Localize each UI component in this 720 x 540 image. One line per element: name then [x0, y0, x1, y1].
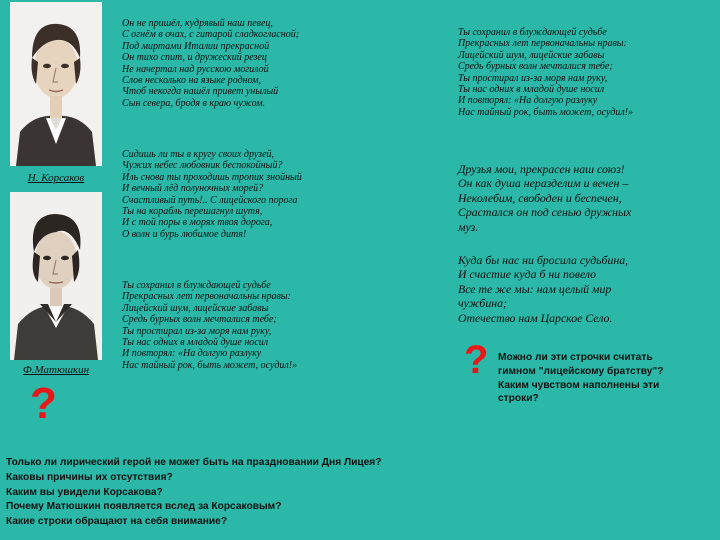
portrait-matyushkin — [10, 192, 102, 360]
portrait-korsakov — [10, 2, 102, 166]
poem-left-stanza-1: Он не пришёл, кудрявый наш певец, С огнём в очах, с гитарой сладкогласной; Под миртами Италии прекрасной Он тихо спит, и дружеский резец Не начертал над русскою могилой Слов несколько на языке родном, Чтоб некогда нашёл привет унылый Сын севера, бродя в краю чужом. — [122, 18, 300, 109]
poem-left-stanza-3: Ты сохранил в блуждающей судьбе Прекрасных лет первоначальны нравы: Лицейский шум, лицейские забавы Средь бурных волн мечталися тебе; Ты простирал из-за моря нам руку, Ты нас одних в младой душе носил И повторял: «На долгую разлуку Нас тайный рок, быть может, осудил!» — [122, 280, 298, 371]
poem-right-stanza-2: Друзья мои, прекрасен наш союз! Он как душа неразделим и вечен – Неколебим, свободен и беспечен, Срастался он под сенью дружных муз. — [458, 162, 632, 234]
caption-korsakov: Н. Корсаков — [27, 172, 85, 184]
right-question-text: Можно ли эти строчки считать гимном "лицейскому братству"? Каким чувством наполнены эти строки? — [498, 352, 664, 405]
poem-left-stanza-2: Сидишь ли ты в кругу своих друзей, Чужих небес любовник беспокойный? Иль снова ты проходишь тропик знойный И вечный лёд полуночных морей? Счастливый путь!.. С лицейского порога Ты на корабль перешагнул шутя, И с той поры в морях твоя дорога, О волн и бурь любимое дитя! — [122, 149, 302, 240]
left-question-mark: ? — [30, 379, 57, 428]
right-question-mark: ? — [464, 338, 489, 382]
matyushkin-portrait-drawing — [10, 192, 102, 360]
poem-right-stanza-1: Ты сохранил в блуждающей судьбе Прекрасных лет первоначальны нравы: Лицейский шум, лицейские забавы Средь бурных волн мечталися тебе; Ты простирал из-за моря нам руку, Ты нас одних в младой душе носил И повторял: «На долгую разлуку Нас тайный рок, быть может, осудил!» — [458, 27, 634, 118]
bottom-questions: Только ли лирический герой не может быть на праздновании Дня Лицея? Каковы причины их отсутствия? Каким вы увидели Корсакова? Почему Матюшкин появляется вслед за Корсаковым? Какие строки обращают на себя внимание? — [6, 457, 382, 528]
poem-right-stanza-3: Куда бы нас ни бросила судьбина, И счастие куда б ни повело Все те же мы: нам целый мир чужбина; Отечество нам Царское Село. — [458, 253, 629, 325]
caption-matyushkin: Ф.Матюшкин — [22, 364, 90, 376]
korsakov-portrait-drawing — [10, 2, 102, 166]
